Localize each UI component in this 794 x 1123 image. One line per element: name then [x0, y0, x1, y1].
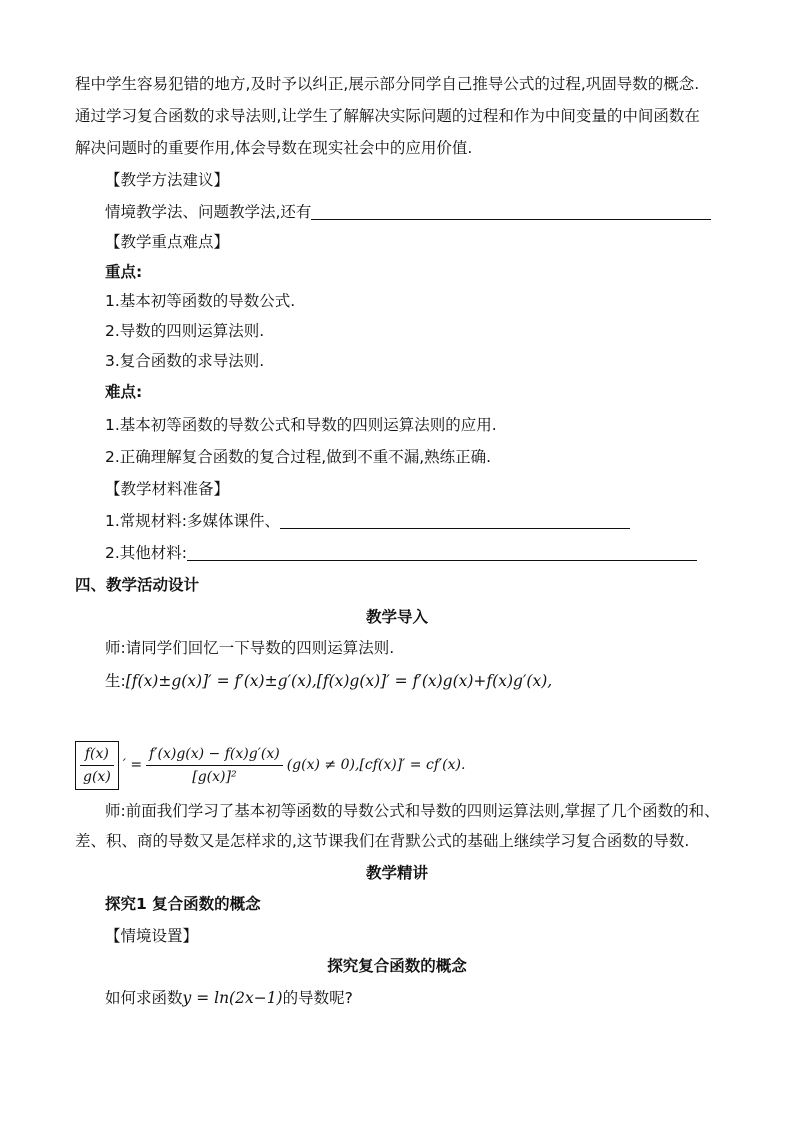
explore-heading: 探究1 复合函数的概念: [105, 895, 261, 913]
intro-title: 教学导入: [365, 608, 428, 626]
quotient-rule: $\frac{f(x)}{g(x)}$ ′ = $\frac{f'(x)g(x) - f(x)g'(x)}{\text{[g(x)]²}}$ (g(x) ≠ 0),[cf(x)]′ = cf′(x).: [75, 735, 465, 795]
rule-sum-product: [f(x)±g(x)]′ = f′(x)±g′(x),[f(x)g(x)]′ = f′(x)g(x)+f(x)g′(x),: [125, 672, 553, 690]
question-line: [105, 987, 353, 1009]
quotient-bracket: [75, 741, 119, 790]
fill-blank[interactable]: [311, 203, 711, 220]
scenario-heading: 【情境设置】: [105, 927, 199, 945]
material-line: [105, 510, 630, 532]
hard-item: 1.基本初等函数的导数公式和导数的四则运算法则的应用.: [105, 416, 497, 434]
fill-blank[interactable]: [187, 544, 697, 561]
quot-tail: (g(x) ≠ 0),[cf(x)]′ = cf′(x).: [286, 757, 466, 773]
text-line: 通过学习复合函数的求导法则,让学生了解解决实际问题的过程和作为中间变量的中间函数在: [75, 107, 700, 125]
student-line: [105, 670, 552, 692]
question-prefix: 如何求函数: [105, 989, 183, 1007]
teacher-line: 师:前面我们学习了基本初等函数的导数公式和导数的四则运算法则,掌握了几个函数的和、: [105, 802, 720, 820]
fill-blank[interactable]: [280, 512, 630, 529]
material-heading: 【教学材料准备】: [105, 480, 230, 498]
method-heading: 【教学方法建议】: [105, 171, 230, 189]
explore-title: 探究复合函数的概念: [327, 957, 467, 975]
quot-denominator: g(x): [83, 768, 111, 785]
question-function: y = ln(2x−1): [182, 989, 283, 1007]
teacher-line: 差、积、商的导数又是怎样求的,这节课我们在背默公式的基础上继续学习复合函数的导数.: [75, 832, 690, 850]
student-prefix: 生:: [105, 672, 126, 690]
hard-item: 2.正确理解复合函数的复合过程,做到不重不漏,熟练正确.: [105, 448, 492, 466]
key-item: 2.导数的四则运算法则.: [105, 322, 265, 340]
key-item: 3.复合函数的求导法则.: [105, 352, 265, 370]
material-text: 2.其他材料:: [105, 544, 188, 562]
quot-rhs-denominator: [g(x)]²: [192, 768, 237, 785]
material-line: [105, 542, 697, 564]
text-line: 程中学生容易犯错的地方,及时予以纠正,展示部分同学自己推导公式的过程,巩固导数的概念.: [75, 75, 700, 93]
question-suffix: 的导数呢?: [282, 989, 353, 1007]
key-heading: 【教学重点难点】: [105, 233, 230, 251]
teacher-line: 师:请同学们回忆一下导数的四则运算法则.: [105, 639, 395, 657]
quot-numerator: f(x): [80, 744, 114, 766]
method-text: 情境教学法、问题教学法,还有: [105, 203, 312, 221]
method-line: [105, 201, 711, 223]
key-label: 重点:: [105, 263, 143, 281]
hard-label: 难点:: [105, 383, 143, 401]
material-text: 1.常规材料:多媒体课件、: [105, 512, 281, 530]
section-heading: 四、教学活动设计: [75, 576, 200, 594]
lecture-title: 教学精讲: [365, 864, 428, 882]
key-item: 1.基本初等函数的导数公式.: [105, 292, 296, 310]
quot-rhs-numerator: f′(x)g(x) − f(x)g′(x): [146, 744, 283, 766]
text-line: 解决问题时的重要作用,体会导数在现实社会中的应用价值.: [75, 139, 473, 157]
